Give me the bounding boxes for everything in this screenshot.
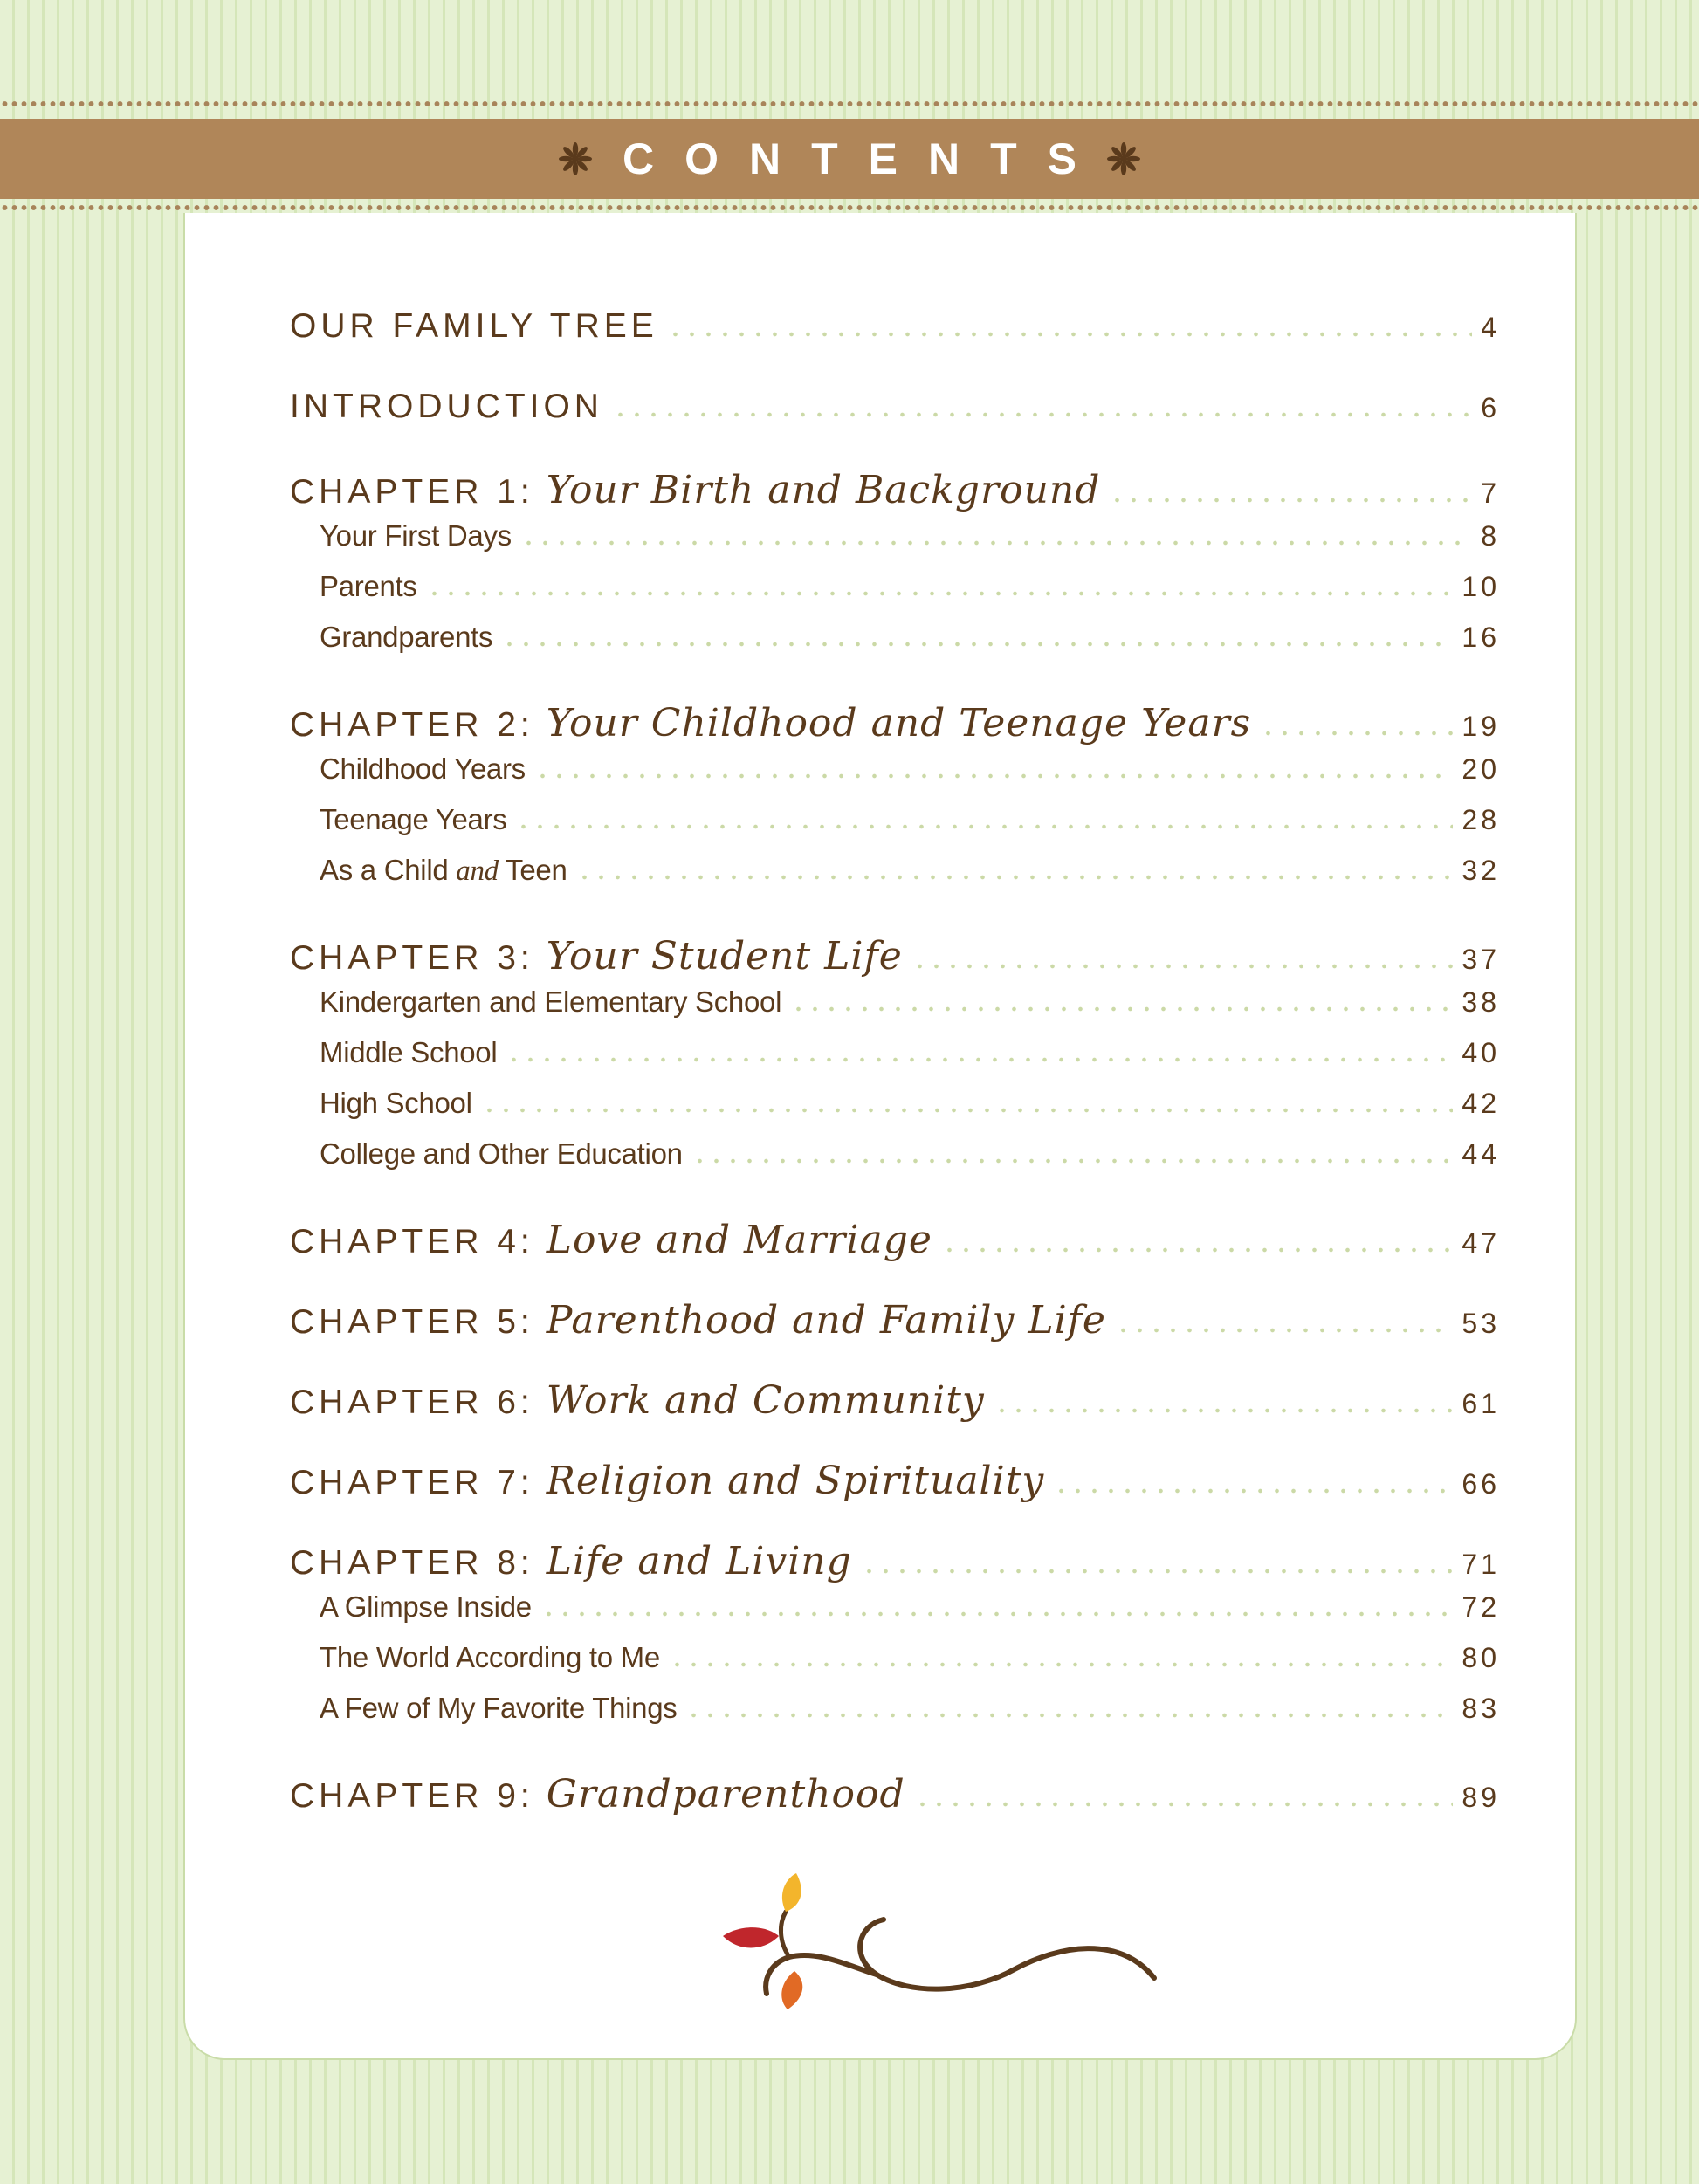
toc-section-entry [320, 621, 1500, 654]
dot-leader [540, 1611, 1454, 1617]
toc-entry-title: INTRODUCTION [290, 388, 603, 425]
leaf-yellow [782, 1873, 801, 1912]
toc-page-number: 53 [1462, 1308, 1500, 1339]
toc-chapter-entry [290, 307, 1500, 346]
toc-chapter-subtitle: Your Childhood and Teenage Years [546, 701, 1252, 745]
toc-entry-title: CHAPTER 1: [290, 473, 534, 511]
dot-leader [911, 964, 1454, 969]
toc-page-number: 72 [1462, 1591, 1500, 1623]
toc-entry-title: CHAPTER 5: [290, 1303, 534, 1341]
toc-entry-title: Middle School [320, 1036, 498, 1068]
dot-leader [685, 1713, 1453, 1718]
toc-chapter-entry [290, 1539, 1500, 1583]
toc-entry-title: A Few of My Favorite Things [320, 1692, 678, 1724]
toc-page-number: 8 [1481, 520, 1500, 552]
leaf-orange [781, 1971, 802, 2009]
dot-leader [1260, 731, 1453, 736]
toc-page-number: 28 [1462, 804, 1500, 835]
toc-page-number: 61 [1462, 1388, 1500, 1419]
dot-leader [914, 1802, 1454, 1807]
toc-section-entry [320, 752, 1500, 786]
toc-entry-title: CHAPTER 3: [290, 939, 534, 977]
toc-chapter-entry [290, 1772, 1500, 1817]
toc-entry-title: CHAPTER 6: [290, 1384, 534, 1421]
dot-leader [481, 1108, 1454, 1113]
dot-leader [994, 1408, 1454, 1413]
toc-section-entry [320, 1137, 1500, 1171]
flower-icon [558, 141, 593, 176]
dot-leader [691, 1158, 1454, 1164]
toc-entry-title: OUR FAMILY TREE [290, 307, 658, 345]
toc-chapter-subtitle: Your Student Life [546, 934, 903, 979]
toc-chapter-entry [290, 1218, 1500, 1262]
dot-leader [576, 875, 1454, 880]
toc-page-number: 6 [1481, 392, 1500, 423]
toc-entry-title: As a Child and Teen [320, 854, 567, 887]
bottom-dot-border [0, 204, 1699, 211]
toc-page-number: 10 [1462, 571, 1500, 602]
toc-section-entry [320, 1641, 1500, 1674]
toc-entry-title: High School [320, 1087, 472, 1119]
toc-entry-title: College and Other Education [320, 1137, 683, 1170]
toc-chapter-subtitle: Grandparenthood [546, 1772, 905, 1817]
branch-with-leaves-icon [648, 1854, 1172, 2011]
toc-entry-title: Your First Days [320, 519, 512, 552]
toc-entry-title: Kindergarten and Elementary School [320, 986, 782, 1018]
toc-entry-title: CHAPTER 4: [290, 1223, 534, 1260]
dot-leader [1053, 1488, 1453, 1494]
dot-leader [1109, 498, 1472, 503]
dot-leader [861, 1569, 1454, 1574]
toc-chapter-entry [290, 1378, 1500, 1423]
toc-page-number: 66 [1462, 1468, 1500, 1500]
toc-page-number: 80 [1462, 1642, 1500, 1673]
dot-leader [534, 773, 1454, 779]
toc-entry-title: CHAPTER 9: [290, 1777, 534, 1815]
dot-leader [501, 642, 1453, 647]
dot-leader [426, 591, 1454, 596]
top-dot-border [0, 100, 1699, 107]
toc-page-number: 16 [1462, 622, 1500, 653]
toc-entry-title: CHAPTER 8: [290, 1544, 534, 1582]
toc-section-entry [320, 1692, 1500, 1725]
toc-section-entry [320, 803, 1500, 836]
toc-entry-title: CHAPTER 7: [290, 1464, 534, 1501]
toc-chapter-subtitle: Life and Living [546, 1539, 852, 1583]
toc-page-number: 89 [1462, 1782, 1500, 1813]
toc-entry-title: Childhood Years [320, 752, 526, 785]
toc-chapter-entry [290, 1298, 1500, 1343]
dot-leader [667, 332, 1472, 337]
toc-entry-title: CHAPTER 2: [290, 706, 534, 744]
flower-icon [1106, 141, 1141, 176]
toc-page-number: 19 [1462, 711, 1500, 742]
page-title: CONTENTS [623, 134, 1107, 183]
toc-page-number: 20 [1462, 753, 1500, 785]
toc-page-number: 38 [1462, 986, 1500, 1018]
dot-leader [669, 1662, 1454, 1667]
dot-leader [520, 540, 1472, 546]
toc-chapter-entry [290, 1459, 1500, 1503]
toc-section-entry [320, 1087, 1500, 1120]
toc-chapter-entry [290, 468, 1500, 512]
toc-page-number: 83 [1462, 1693, 1500, 1724]
toc-section-entry [320, 519, 1500, 553]
toc-section-entry [320, 570, 1500, 603]
toc-entry-title: Grandparents [320, 621, 493, 653]
toc-chapter-subtitle: Love and Marriage [546, 1218, 932, 1262]
leaf-red [723, 1927, 779, 1947]
dot-leader [790, 1006, 1453, 1012]
toc-page-number: 4 [1481, 312, 1500, 343]
toc-section-entry [320, 1036, 1500, 1069]
toc-section-entry [320, 1590, 1500, 1624]
dot-leader [941, 1247, 1454, 1253]
toc-page-number: 7 [1481, 477, 1500, 509]
toc-page-number: 47 [1462, 1227, 1500, 1259]
dot-leader [1115, 1328, 1453, 1333]
dot-leader [612, 412, 1472, 417]
toc-section-entry [320, 854, 1500, 888]
toc-chapter-entry [290, 388, 1500, 426]
toc-section-entry [320, 986, 1500, 1019]
toc-entry-title: Parents [320, 570, 417, 602]
toc-entry-title: Teenage Years [320, 803, 507, 835]
toc-page-number: 37 [1462, 944, 1500, 975]
toc-chapter-entry [290, 701, 1500, 745]
toc-page-number: 42 [1462, 1088, 1500, 1119]
toc-chapter-subtitle: Your Birth and Background [546, 468, 1101, 512]
toc-chapter-subtitle: Work and Community [546, 1378, 985, 1423]
contents-card [183, 213, 1577, 2060]
toc-entry-title: A Glimpse Inside [320, 1590, 532, 1623]
toc-chapter-entry [290, 934, 1500, 979]
toc-entry-title: The World According to Me [320, 1641, 660, 1673]
toc-chapter-subtitle: Parenthood and Family Life [546, 1298, 1106, 1343]
toc-chapter-subtitle: Religion and Spirituality [546, 1459, 1045, 1503]
toc-page-number: 32 [1462, 855, 1500, 886]
toc-page-number: 40 [1462, 1037, 1500, 1068]
toc-page-number: 44 [1462, 1138, 1500, 1170]
dot-leader [515, 824, 1453, 829]
dot-leader [506, 1057, 1453, 1062]
toc-page-number: 71 [1462, 1549, 1500, 1580]
contents-header-band [0, 119, 1699, 199]
